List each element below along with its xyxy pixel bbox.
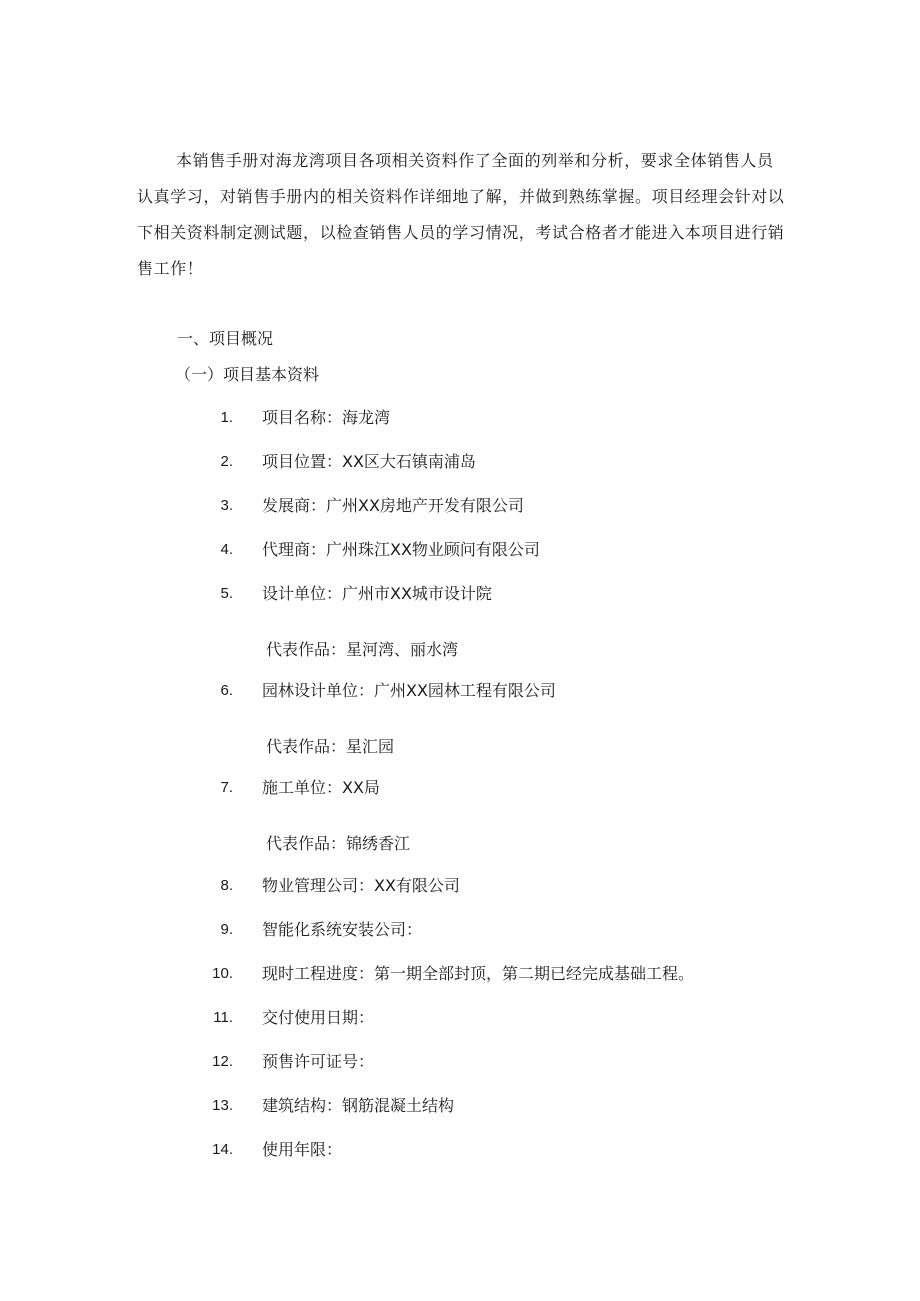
list-item — [0, 918, 920, 942]
item-text: 使用年限： — [262, 1140, 343, 1159]
item-number: 11. — [213, 1009, 233, 1026]
item-number: 4. — [220, 541, 233, 558]
list-item — [0, 679, 920, 703]
item-number: 10. — [212, 965, 233, 982]
item-text: 现时工程进度：第一期全部封顶，第二期已经完成基础工程。 — [262, 964, 695, 983]
item-subnote: 代表作品：锦绣香江 — [266, 834, 411, 853]
item-text: 发展商：广州XX房地产开发有限公司 — [262, 496, 524, 515]
list-item — [0, 776, 920, 800]
item-number: 1. — [220, 409, 233, 426]
item-number: 9. — [220, 921, 233, 938]
list-item — [0, 1094, 920, 1118]
item-text: 建筑结构：钢筋混凝土结构 — [262, 1096, 455, 1115]
item-number: 8. — [220, 877, 233, 894]
item-number: 5. — [220, 585, 233, 602]
item-number: 14. — [212, 1141, 233, 1158]
list-item — [0, 406, 920, 430]
item-text: 项目名称：海龙湾 — [262, 408, 391, 427]
item-text: 交付使用日期： — [262, 1008, 375, 1027]
list-item — [0, 1138, 920, 1162]
list-item — [0, 1050, 920, 1074]
section-title: 一、项目概况 — [177, 329, 274, 348]
item-text: 施工单位：XX局 — [262, 778, 380, 797]
list-item — [0, 962, 920, 986]
subsection-title: （一）项目基本资料 — [175, 365, 320, 384]
item-text: 代理商：广州珠江XX物业顾问有限公司 — [262, 540, 540, 559]
item-subnote: 代表作品：星汇园 — [266, 737, 395, 756]
item-number: 2. — [220, 453, 233, 470]
list-item — [0, 582, 920, 606]
list-item — [0, 538, 920, 562]
list-item — [0, 1006, 920, 1030]
intro-paragraph: 本销售手册对海龙湾项目各项相关资料作了全面的列举和分析，要求全体销售人员认真学习，对销售手册内的相关资料作详细地了解，并做到熟练掌握。项目经理会针对以下相关资料制定测试题，以检查销售人员的学习情况，考试合格者才能进入本项目进行销售工作！ — [137, 151, 785, 278]
item-subnote: 代表作品：星河湾、丽水湾 — [266, 640, 459, 659]
item-text: 预售许可证号： — [262, 1052, 375, 1071]
item-text: 项目位置：XX区大石镇南浦岛 — [262, 452, 476, 471]
list-item — [0, 494, 920, 518]
list-item — [0, 450, 920, 474]
item-text: 智能化系统安装公司： — [262, 920, 423, 939]
item-number: 6. — [220, 682, 233, 699]
list-item — [0, 874, 920, 898]
item-number: 3. — [220, 497, 233, 514]
item-number: 13. — [212, 1097, 233, 1114]
item-text: 物业管理公司：XX有限公司 — [262, 876, 460, 895]
item-number: 7. — [220, 779, 233, 796]
item-text: 设计单位：广州市XX城市设计院 — [262, 584, 492, 603]
item-text: 园林设计单位：广州XX园林工程有限公司 — [262, 681, 556, 700]
item-number: 12. — [212, 1053, 233, 1070]
